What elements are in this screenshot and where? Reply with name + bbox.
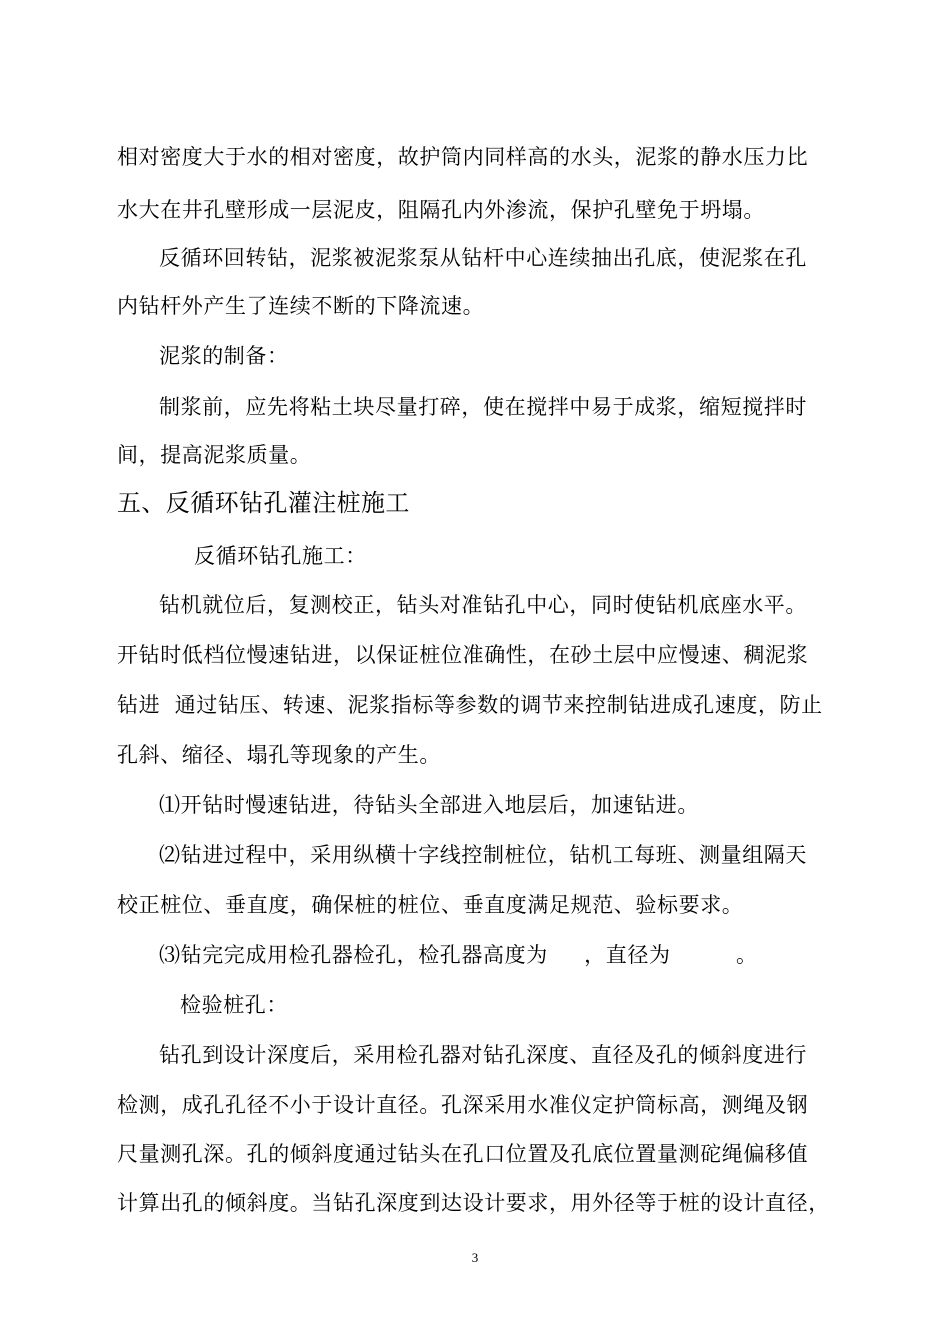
body-line: 泥浆的制备： [159,344,289,368]
body-line: 校正桩位、垂直度，确保桩的桩位、垂直度满足规范、验标要求。 [117,893,744,917]
body-line: 钻进 通过钻压、转速、泥浆指标等参数的调节来控制钻进成孔速度，防止 [117,693,823,717]
body-line: 内钻杆外产生了连续不断的下降流速。 [117,294,485,318]
list-item: ⑴开钻时慢速钻进，待钻头全部进入地层后，加速钻进。 [159,793,699,817]
body-line: 孔斜、缩径、塌孔等现象的产生。 [117,743,441,767]
body-line: 开钻时低档位慢速钻进，以保证桩位准确性，在砂土层中应慢速、稠泥浆 [117,643,809,667]
body-line: 尺量测孔深。孔的倾斜度通过钻头在孔口位置及孔底位置量测砣绳偏移值 [117,1142,809,1166]
list-item: ⑶钻完完成用检孔器检孔，检孔器高度为 ，直径为 。 [159,943,758,967]
body-line: 间，提高泥浆质量。 [117,443,312,467]
body-line: 制浆前，应先将粘土块尽量打碎，使在搅拌中易于成浆，缩短搅拌时 [159,395,807,419]
body-line: 反循环回转钻，泥浆被泥浆泵从钻杆中心连续抽出孔底，使泥浆在孔 [159,246,807,270]
body-line: 钻机就位后，复测校正，钻头对准钻孔中心，同时使钻机底座水平。 [159,593,807,617]
list-item: ⑵钻进过程中，采用纵横十字线控制桩位，钻机工每班、测量组隔天 [159,843,807,867]
body-line: 相对密度大于水的相对密度，故护筒内同样高的水头，泥浆的静水压力比 [117,145,809,169]
body-line: 检测，成孔孔径不小于设计直径。孔深采用水准仪定护筒标高，测绳及钢 [117,1093,809,1117]
subsection-heading: 检验桩孔： [180,993,288,1017]
body-line: 水大在井孔壁形成一层泥皮，阻隔孔内外渗流，保护孔壁免于坍塌。 [117,198,765,222]
body-line: 钻孔到设计深度后，采用检孔器对钻孔深度、直径及孔的倾斜度进行 [159,1043,807,1067]
subsection-heading: 反循环钻孔施工： [194,544,367,568]
body-line: 计算出孔的倾斜度。当钻孔深度到达设计要求，用外径等于桩的设计直径， [117,1191,830,1215]
section-heading: 五、反循环钻孔灌注桩施工 [117,489,410,517]
page-number: 3 [471,1250,479,1265]
